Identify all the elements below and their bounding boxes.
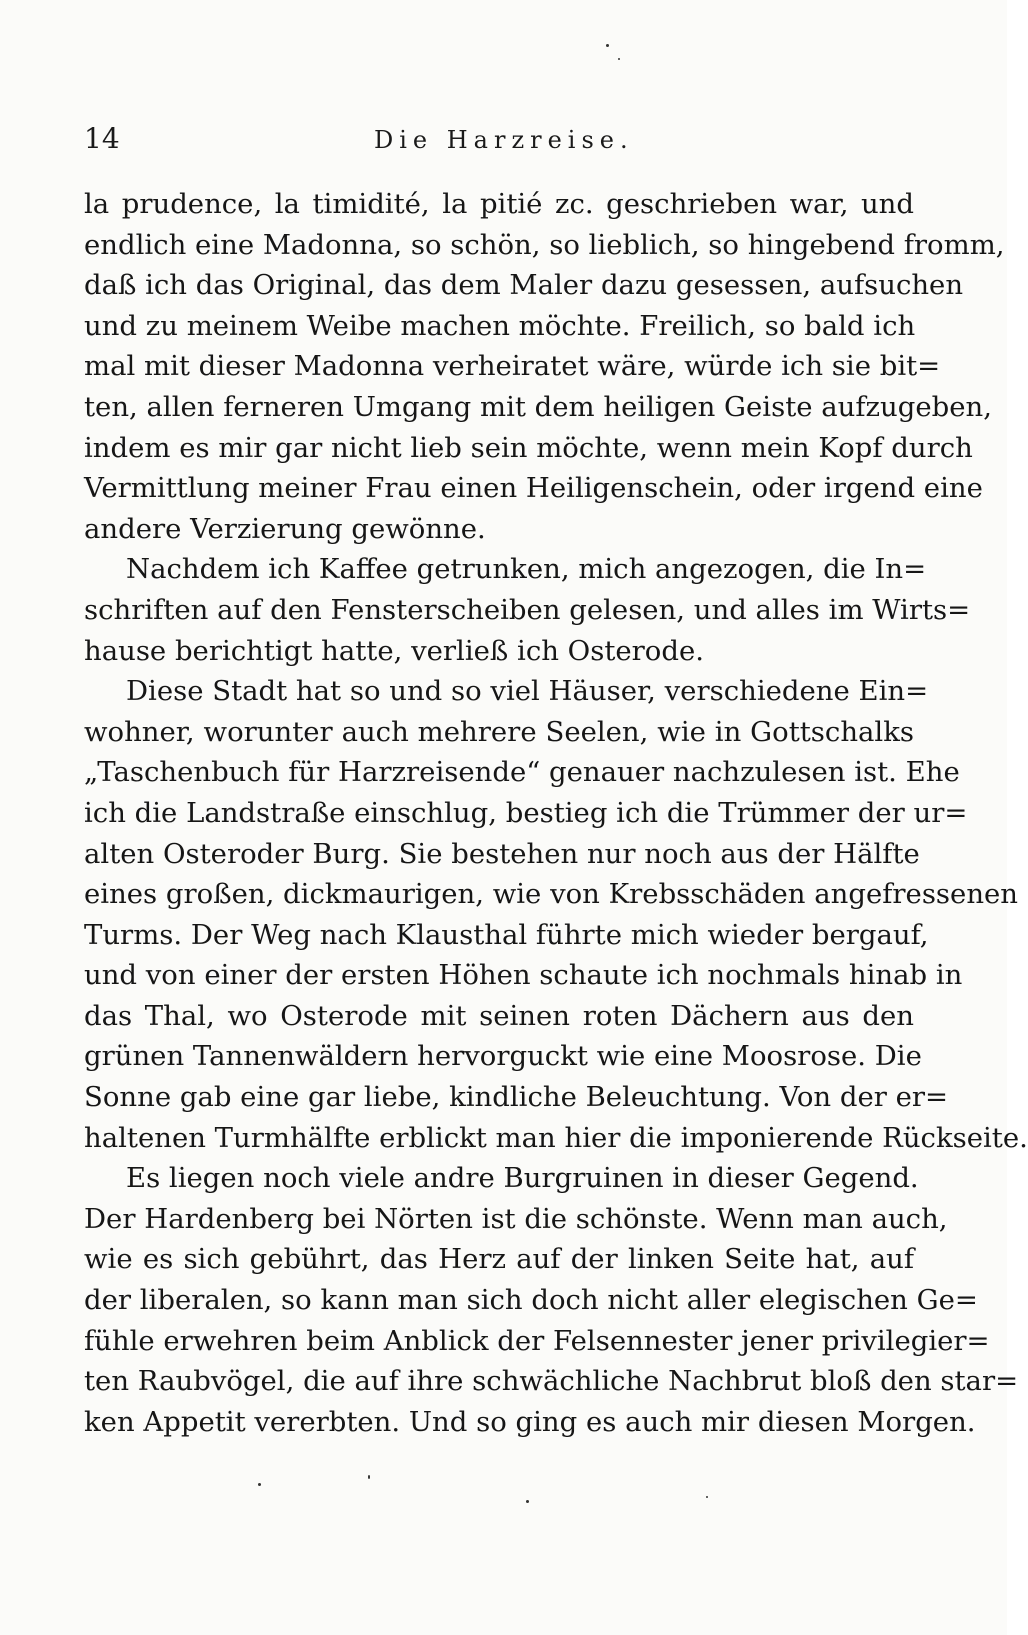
text-line: ken Appetit vererbten. Und so ging es auch mir diesen Morgen. [84,1405,976,1438]
text-line: mal mit dieser Madonna verheiratet wäre, würde ich sie bit= [84,350,941,383]
paper-speck [526,1500,529,1503]
text-line: hause berichtigt hatte, verließ ich Osterode. [84,634,704,667]
paper-speck [368,1475,370,1479]
text-line: ten, allen ferneren Umgang mit dem heiligen Geiste aufzugeben, [84,390,992,423]
page-header [84,122,914,162]
text-line: und von einer der ersten Höhen schaute ich nochmals hinab in [84,959,963,992]
text-line: schriften auf den Fensterscheiben gelesen, und alles im Wirts= [84,593,971,626]
text-line: „Taschenbuch für Harzreisende“ genauer nachzulesen ist. Ehe [84,756,960,789]
text-line: endlich eine Madonna, so schön, so lieblich, so hingebend fromm, [84,228,1005,261]
text-line: alten Osteroder Burg. Sie bestehen nur noch aus der Hälfte [84,837,920,870]
text-line: Der Hardenberg bei Nörten ist die schönste. Wenn man auch, [84,1202,948,1235]
paper-speck [706,1496,708,1498]
text-line: ten Raubvögel, die auf ihre schwächliche Nachbrut bloß den star= [84,1365,1019,1398]
text-line: Es liegen noch viele andre Burgruinen in dieser Gegend. [126,1162,919,1195]
text-line: wie es sich gebührt, das Herz auf der linken Seite hat, auf [84,1243,914,1276]
text-line: und zu meinem Weibe machen möchte. Freilich, so bald ich [84,309,916,342]
text-line: Vermittlung meiner Frau einen Heiligenschein, oder irgend eine [84,472,983,505]
text-line: indem es mir gar nicht lieb sein möchte, wenn mein Kopf durch [84,431,973,464]
text-line: fühle erwehren beim Anblick der Felsennester jener privilegier= [84,1324,990,1357]
text-line: andere Verzierung gewönne. [84,512,486,545]
text-line: Turms. Der Weg nach Klausthal führte mich wieder bergauf, [84,918,929,951]
text-line: Sonne gab eine gar liebe, kindliche Beleuchtung. Von der er= [84,1081,949,1114]
paper-speck [618,58,620,60]
page-number: 14 [84,122,120,155]
text-line: grünen Tannenwäldern hervorguckt wie eine Moosrose. Die [84,1040,922,1073]
text-line: das Thal, wo Osterode mit seinen roten Dächern aus den [84,999,914,1032]
paper-speck [606,44,609,47]
paper-speck [258,1483,261,1486]
text-line: daß ich das Original, das dem Maler dazu gesessen, aufsuchen [84,269,964,302]
text-line: la prudence, la timidité, la pitié zc. geschrieben war, und [84,188,914,220]
text-line: Diese Stadt hat so und so viel Häuser, verschiedene Ein= [126,675,929,708]
text-line: wohner, worunter auch mehrere Seelen, wie in Gottschalks [84,715,914,748]
text-line: ich die Landstraße einschlug, bestieg ich die Trümmer der ur= [84,796,968,829]
text-line: der liberalen, so kann man sich doch nicht aller elegischen Ge= [84,1284,978,1317]
running-title: Die Harzreise. [374,126,634,154]
text-line: eines großen, dickmaurigen, wie von Krebsschäden angefressenen [84,878,1019,911]
text-line: haltenen Turmhälfte erblickt man hier die imponierende Rückseite. [84,1121,1028,1154]
body-text [84,184,1028,1442]
text-line: Nachdem ich Kaffee getrunken, mich angezogen, die In= [126,553,927,586]
